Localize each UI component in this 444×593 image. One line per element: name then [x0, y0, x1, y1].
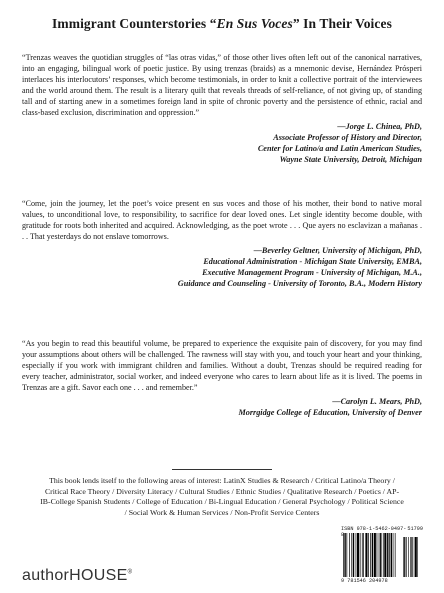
testimonial-text: “Trenzas weaves the quotidian struggles of “las otras vidas,” of those other lives often left out of the canonical narratives, into an engaging, bilingual work of poetic justice. By using trenzas (braids) as a mnemonic devise, Hernández Prósperi interlaces his interlocutors’ responses, which become testimonials, in order to knit a collective portrait of the interviewees and the world around them. The result is a literary quilt that reveals threads of self-reliance, of not giving up, of standing tall and of starting anew in a sometimes foreign land in spite of chronic poverty and the persistence of ethnic, racial and class-based exclusion, discrimination and oppression.”: [22, 53, 422, 117]
publisher-logo: [22, 567, 132, 585]
testimonial-attribution: [22, 121, 422, 165]
attribution-line: —Carolyn L. Mears, PhD,: [332, 397, 422, 406]
headline-prefix: Immigrant Counterstories “: [52, 16, 217, 31]
attribution-line: Center for Latino/a and Latin American Studies,: [257, 144, 422, 153]
attribution-line: —Beverley Geltner, University of Michigan, PhD,: [253, 246, 422, 255]
barcode-bars: [341, 533, 423, 577]
testimonial-2: [22, 198, 422, 289]
barcode-digits: 9 781546 204978: [341, 578, 388, 584]
attribution-line: Wayne State University, Detroit, Michigan: [279, 155, 422, 164]
attribution-line: Associate Professor of History and Director,: [273, 133, 422, 142]
isbn-label: ISBN 978-1-5462-0497-8: [341, 526, 407, 538]
page-title: [0, 16, 444, 32]
attribution-line: —Jorge L. Chinea, PhD,: [337, 122, 422, 131]
headline-italic: En Sus Voces: [216, 16, 293, 31]
testimonial-1: [22, 52, 422, 165]
price-code: 51799: [407, 526, 423, 532]
testimonial-text: “Come, join the journey, let the poet’s voice present en sus voces and those of his mother, their bond to native moral values, to unconditional love, to responsibility, to sacrifice for dear loved ones. Let single identity become double, with gratitude for roots both inherited and acquired. Acknowledging, as the poet wrote . . . Que ayers no esclavizan a mañanas . . . That yesterdays do not enslave tomorrows.: [22, 199, 422, 241]
divider: [172, 469, 272, 470]
testimonial-attribution: [22, 396, 422, 418]
attribution-line: Guidance and Counseling - University of Toronto, B.A., Modern History: [177, 279, 422, 288]
areas-of-interest: This book lends itself to the following areas of interest: LatinX Studies & Research / Critical Latino/a Theory / Critical Race Theory / Diversity Literacy / Cultural Studies / Ethnic Studies / Qualitative Research / Poetics / AP-IB-College Spanish Students / College of Education / Bi-Lingual Education / General Psychology / Political Science / Social Work & Human Services / Non-Profit Service Centers: [40, 476, 404, 517]
headline-suffix: ” In Their Voices: [292, 16, 392, 31]
publisher-name-bold: HOUSE: [69, 567, 128, 584]
testimonial-text: “As you begin to read this beautiful volume, be prepared to experience the exquisite pain of discovery, for you may find your assumptions about others will be challenged. The rawness will stay with you, and touch your heart and your thinking, especially if you work with immigrant children and families. Without a doubt, Trenzas should be required reading for every teacher, administrator, social worker, and indeed everyone who cares to learn about life as it is lived. The poems in Trenzas are a gift. Savor each one . . . and remember.”: [22, 339, 422, 392]
registered-mark: ®: [127, 569, 133, 576]
attribution-line: Morrgidge College of Education, University of Denver: [238, 408, 422, 417]
attribution-line: Executive Management Program - University of Michigan, M.A.,: [202, 268, 422, 277]
publisher-name-light: author: [22, 567, 70, 584]
attribution-line: Educational Administration - Michigan State University, EMBA,: [203, 257, 422, 266]
testimonial-attribution: [22, 245, 422, 289]
barcode: [341, 526, 423, 586]
testimonial-3: [22, 338, 422, 418]
